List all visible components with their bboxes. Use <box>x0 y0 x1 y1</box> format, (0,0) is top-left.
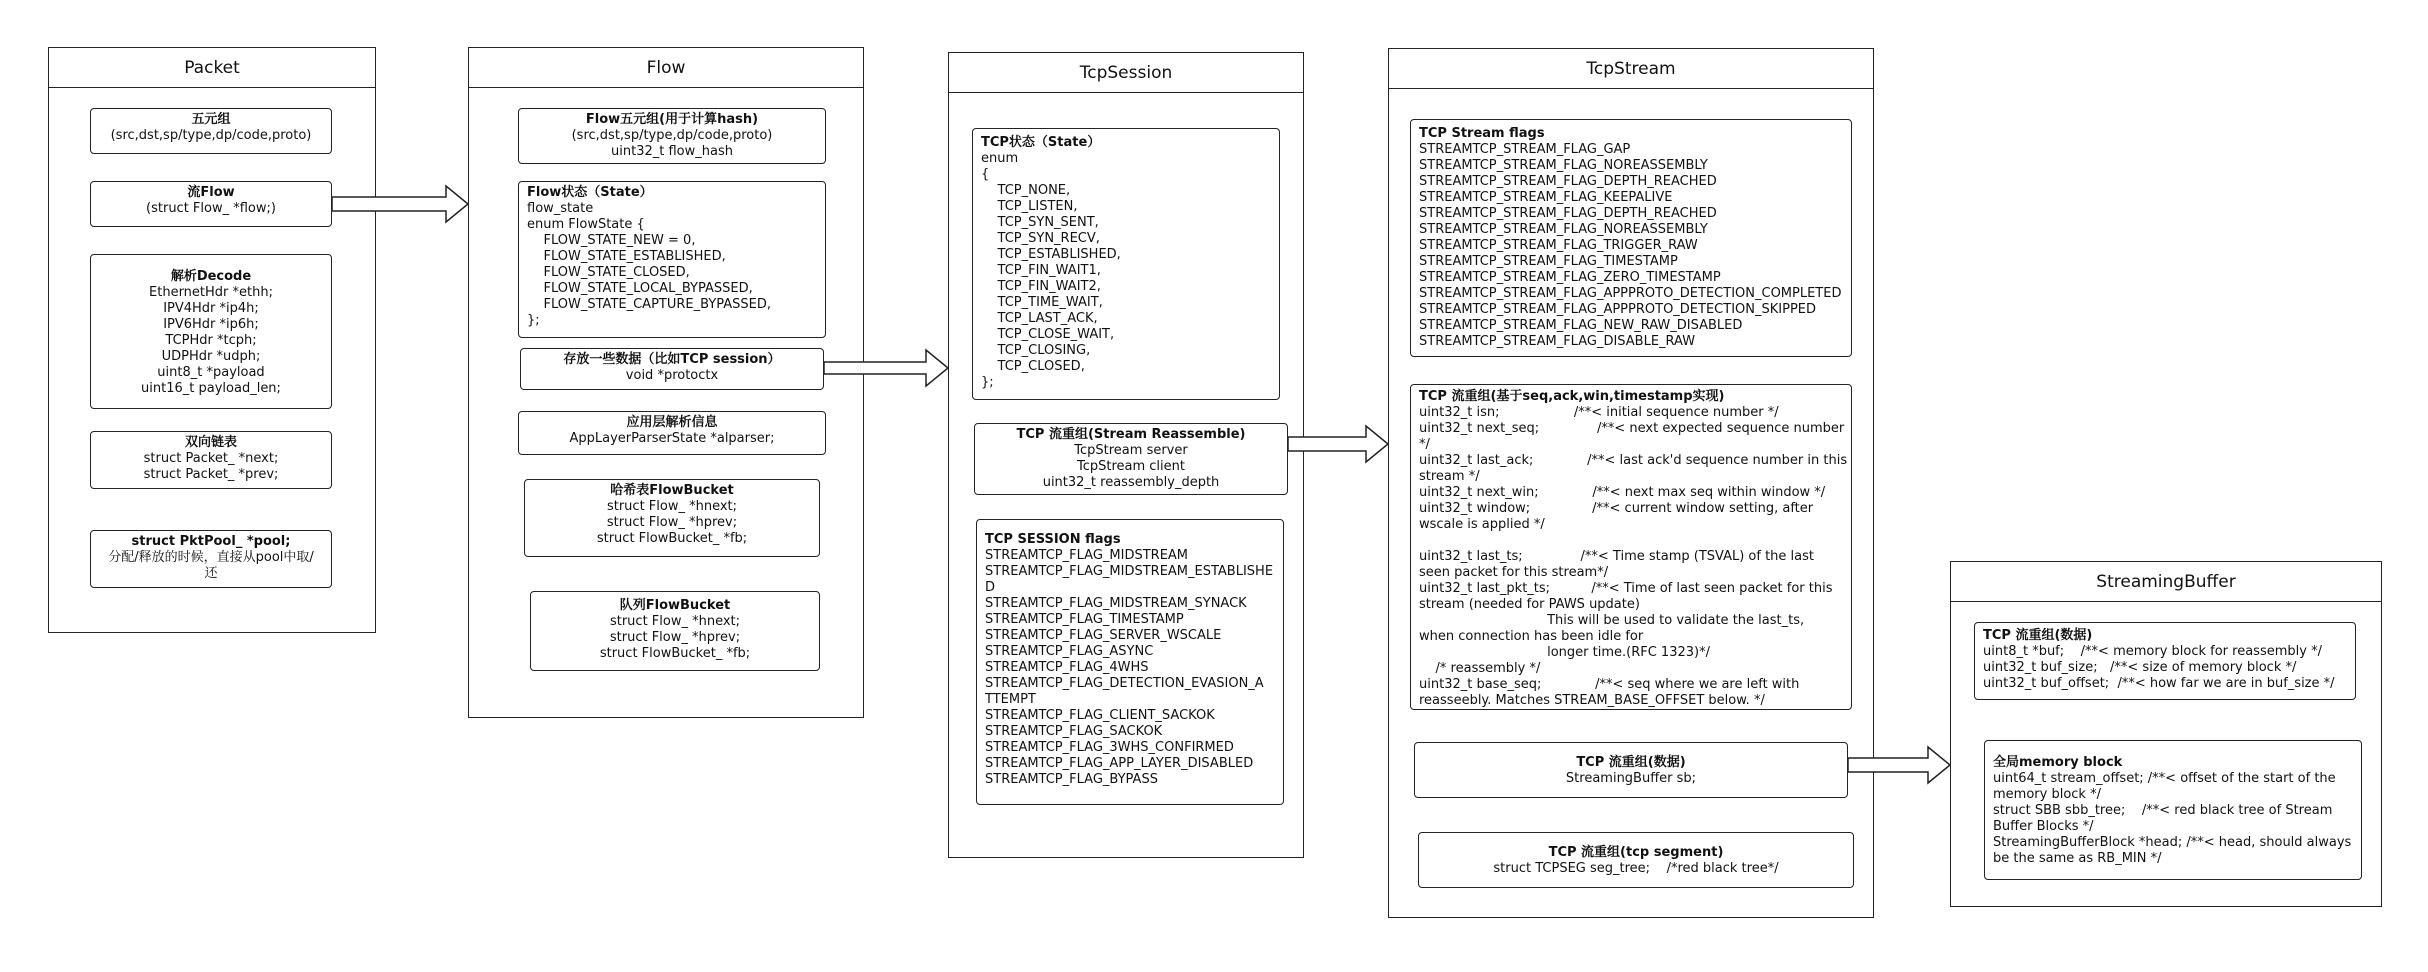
tcp-stream-segment-box: TCP 流重组(tcp segment) struct TCPSEG seg_tree; /*red black tree*/ <box>1418 832 1854 888</box>
box-title: TCP状态（State） <box>981 135 1101 150</box>
flow-protoctx-box: 存放一些数据（比如TCP session） void *protoctx <box>520 348 824 390</box>
packet-flow-box: 流Flow (struct Flow_ *flow;) <box>90 181 332 227</box>
tcp-stream-data-box: TCP 流重组(数据) StreamingBuffer sb; <box>1414 742 1848 798</box>
box-title: TCP Stream flags <box>1419 126 1545 141</box>
box-title: TCP 流重组(tcp segment) <box>1548 845 1724 860</box>
streamingbuffer-title: StreamingBuffer <box>1951 562 2381 602</box>
box-title: TCP 流重组(数据) <box>1576 755 1686 770</box>
box-title: 队列FlowBucket <box>619 598 731 613</box>
packet-decode-box: 解析Decode EthernetHdr *ethh; IPV4Hdr *ip4h; IPV6Hdr *ip6h; TCPHdr *tcph; UDPHdr *udph; uint8_t *payload uint16_t payload_len; <box>90 254 332 409</box>
flow-queuebucket-box: 队列FlowBucket struct Flow_ *hnext; struct Flow_ *hprev; struct FlowBucket_ *fb; <box>530 591 820 671</box>
box-title: TCP 流重组(Stream Reassemble) <box>1016 427 1246 442</box>
box-title: struct PktPool_ *pool; <box>131 534 291 549</box>
box-title: TCP 流重组(数据) <box>1983 628 2093 643</box>
box-title: 流Flow <box>187 185 235 200</box>
box-title: TCP 流重组(基于seq,ack,win,timestamp实现) <box>1419 389 1725 404</box>
arrow-packet-to-flow <box>332 186 468 222</box>
box-title: 双向链表 <box>184 435 237 450</box>
box-title: 全局memory block <box>1993 755 2123 770</box>
flow-tuple-box: Flow五元组(用于计算hash) (src,dst,sp/type,dp/code,proto) uint32_t flow_hash <box>518 108 826 164</box>
sb-data-box: TCP 流重组(数据) uint8_t *buf; /**< memory block for reassembly */ uint32_t buf_size; /**< size of memory block */ uint32_t buf_offset; /**< how far we are in buf_size */ <box>1974 622 2356 700</box>
tcpstream-title: TcpStream <box>1389 49 1873 89</box>
box-title: 哈希表FlowBucket <box>610 483 734 498</box>
tcp-session-flags-box: TCP SESSION flags STREAMTCP_FLAG_MIDSTREAM STREAMTCP_FLAG_MIDSTREAM_ESTABLISHE D STREAMTCP_FLAG_MIDSTREAM_SYNACK STREAMTCP_FLAG_TIMESTAMP STREAMTCP_FLAG_SERVER_WSCALE STREAMTCP_FLAG_ASYNC STREAMTCP_FLAG_4WHS STREAMTCP_FLAG_DETECTION_EVASION_A TTEMPT STREAMTCP_FLAG_CLIENT_SACKOK STREAMTCP_FLAG_SACKOK STREAMTCP_FLAG_3WHS_CONFIRMED STREAMTCP_FLAG_APP_LAYER_DISABLED STREAMTCP_FLAG_BYPASS <box>976 519 1284 805</box>
flow-title: Flow <box>469 48 863 88</box>
tcp-reassemble-box: TCP 流重组(Stream Reassemble) TcpStream server TcpStream client uint32_t reassembly_depth <box>974 423 1288 495</box>
box-title: 存放一些数据（比如TCP session） <box>563 352 781 367</box>
arrow-tcpsession-to-tcpstream <box>1288 426 1388 462</box>
packet-pool-box: struct PktPool_ *pool; 分配/释放的时候，直接从pool中取/ 还 <box>90 530 332 588</box>
flow-applayer-box: 应用层解析信息 AppLayerParserState *alparser; <box>518 411 826 455</box>
tcp-stream-flags-box: TCP Stream flags STREAMTCP_STREAM_FLAG_GAP STREAMTCP_STREAM_FLAG_NOREASSEMBLY STREAMTCP_STREAM_FLAG_DEPTH_REACHED STREAMTCP_STREAM_FLAG_KEEPALIVE STREAMTCP_STREAM_FLAG_DEPTH_REACHED STREAMTCP_STREAM_FLAG_NOREASSEMBLY STREAMTCP_STREAM_FLAG_TRIGGER_RAW STREAMTCP_STREAM_FLAG_TIMESTAMP STREAMTCP_STREAM_FLAG_ZERO_TIMESTAMP STREAMTCP_STREAM_FLAG_APPPROTO_DETECTION_COMPLETED STREAMTCP_STREAM_FLAG_APPPROTO_DETECTION_SKIPPED STREAMTCP_STREAM_FLAG_NEW_RAW_DISABLED STREAMTCP_STREAM_FLAG_DISABLE_RAW <box>1410 119 1852 357</box>
arrow-flow-to-tcpsession <box>824 350 948 386</box>
tcp-state-box: TCP状态（State） enum { TCP_NONE, TCP_LISTEN, TCP_SYN_SENT, TCP_SYN_RECV, TCP_ESTABLISHED, TCP_FIN_WAIT1, TCP_FIN_WAIT2, TCP_TIME_WAIT, TCP_LAST_ACK, TCP_CLOSE_WAIT, TCP_CLOSING, TCP_CLOSED, }; <box>972 128 1280 400</box>
box-title: 解析Decode <box>170 269 252 284</box>
packet-linkedlist-box: 双向链表 struct Packet_ *next; struct Packet_ *prev; <box>90 431 332 489</box>
box-title: Flow状态（State） <box>527 185 653 200</box>
tcp-stream-reassemble-box: TCP 流重组(基于seq,ack,win,timestamp实现) uint32_t isn; /**< initial sequence number */ uint32_t next_seq; /**< next expected sequence number */ uint32_t last_ack; /**< last ack'd sequence number in this stream */ uint32_t next_win; /**< next max seq within window */ uint32_t window; /**< current window setting, after wscale is applied */ uint32_t last_ts; /**< Time stamp (TSVAL) of the last seen packet for this stream*/ uint32_t last_pkt_ts; /**< Time of last seen packet for this stream (needed for PAWS update) This will be used to validate the last_ts, when connection has been idle for longer time.(RFC 1323)*/ /* reassembly */ uint32_t base_seq; /**< seq where we are left with reasseebly. Matches STREAM_BASE_OFFSET below. */ <box>1410 384 1852 710</box>
arrow-tcpstream-to-streamingbuffer <box>1848 747 1950 783</box>
box-title: TCP SESSION flags <box>985 532 1121 547</box>
flow-state-box: Flow状态（State） flow_state enum FlowState { FLOW_STATE_NEW = 0, FLOW_STATE_ESTABLISHED, FLOW_STATE_CLOSED, FLOW_STATE_LOCAL_BYPASSED, FLOW_STATE_CAPTURE_BYPASSED, }; <box>518 181 826 338</box>
box-title: 五元组 <box>191 112 231 127</box>
flow-hashbucket-box: 哈希表FlowBucket struct Flow_ *hnext; struct Flow_ *hprev; struct FlowBucket_ *fb; <box>524 479 820 557</box>
sb-memory-block-box: 全局memory block uint64_t stream_offset; /**< offset of the start of the memory block */ struct SBB sbb_tree; /**< red black tree of Stream Buffer Blocks */ StreamingBufferBlock *head; /**< head, should always be the same as RB_MIN */ <box>1984 740 2362 880</box>
packet-title: Packet <box>49 48 375 88</box>
box-title: Flow五元组(用于计算hash) <box>585 112 759 127</box>
tcpsession-title: TcpSession <box>949 53 1303 93</box>
packet-tuple-box: 五元组 (src,dst,sp/type,dp/code,proto) <box>90 108 332 154</box>
box-title: 应用层解析信息 <box>626 415 718 430</box>
